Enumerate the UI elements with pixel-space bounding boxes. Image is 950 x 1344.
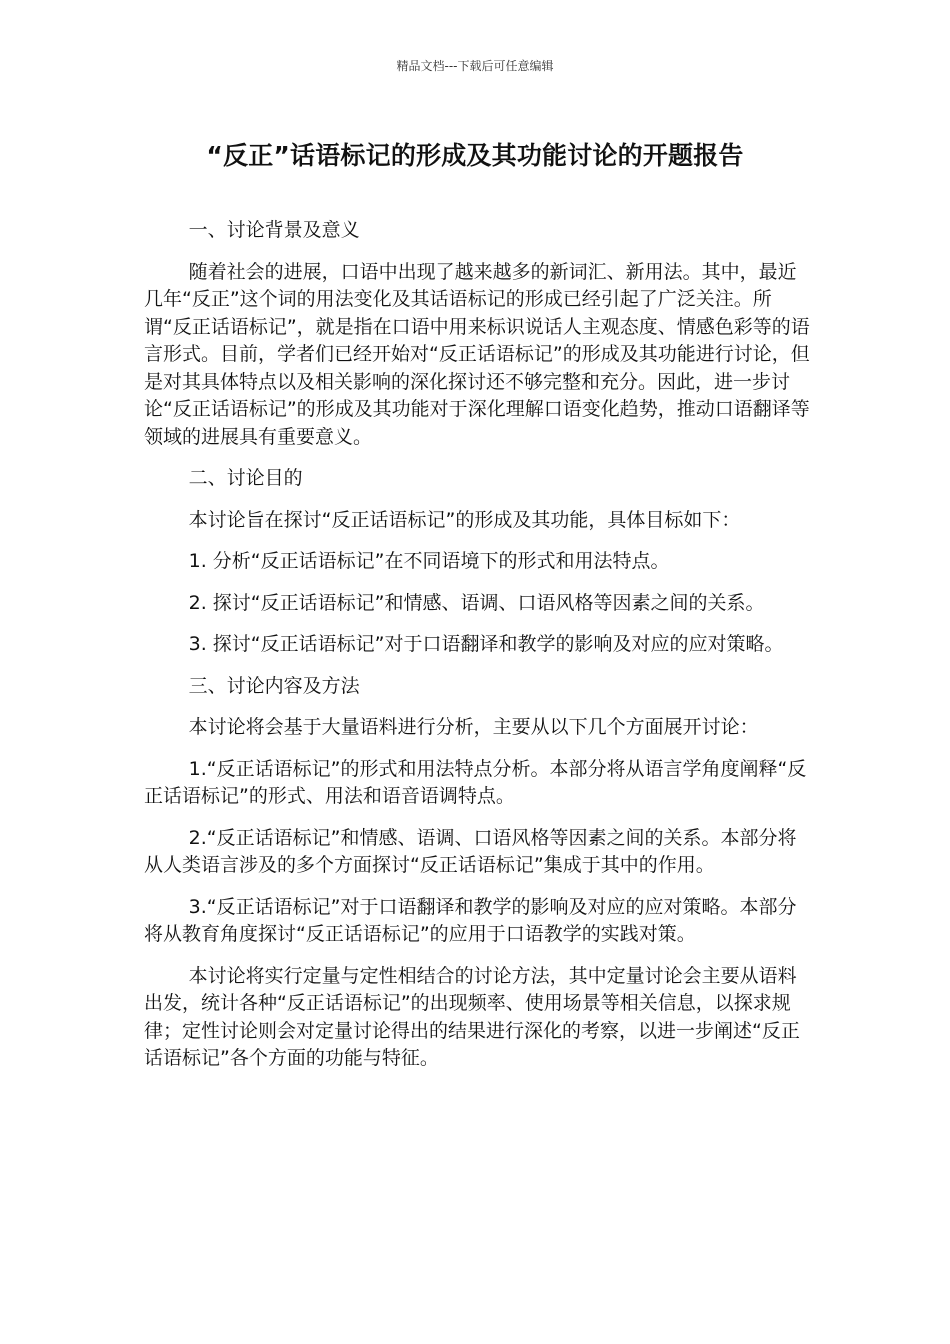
page-header: 精品文档---下载后可任意编辑 [396, 59, 554, 73]
paragraph-purpose-intro: 本讨论旨在探讨“反正话语标记”的形成及其功能，具体目标如下： [188, 508, 741, 531]
section-heading-content-method: 三、讨论内容及方法 [188, 674, 360, 697]
paragraph-background: 随着社会的进展，口语中出现了越来越多的新词汇、新用法。其中，最近几年“反正”这个词的用法变化及其话语标记的形成已经引起了广泛关注。所谓“反正话语标记”，就是指在口语中用来标识说话人主观态度、情感色彩等的语言形式。目前，学者们已经开始对“反正话语标记”的形成及其功能进行讨论，但是对其具体特点以及相关影响的深化探讨还不够完整和充分。因此，进一步讨论“反正话语标记”的形成及其功能对于深化理解口语变化趋势，推动口语翻译等领域的进展具有重要意义。 [144, 260, 810, 448]
paragraph-method: 本讨论将实行定量与定性相结合的讨论方法，其中定量讨论会主要从语料出发，统计各种“反正话语标记”的出现频率、使用场景等相关信息，以探求规律；定性讨论则会对定量讨论得出的结果进行深化的考察，以进一步阐述“反正话语标记”各个方面的功能与特征。 [144, 964, 800, 1069]
list-item-purpose-1: 1. 分析“反正话语标记”在不同语境下的形式和用法特点。 [188, 550, 670, 572]
list-item-content-3: 3.“反正话语标记”对于口语翻译和教学的影响及对应的应对策略。本部分将从教育角度探讨“反正话语标记”的应用于口语教学的实践对策。 [144, 895, 797, 945]
list-item-content-1: 1.“反正话语标记”的形式和用法特点分析。本部分将从语言学角度阐释“反正话语标记”的形式、用法和语音语调特点。 [144, 757, 807, 807]
list-item-purpose-3: 3. 探讨“反正话语标记”对于口语翻译和教学的影响及对应的应对策略。 [188, 633, 784, 655]
document-title: “反正”话语标记的形成及其功能讨论的开题报告 [206, 141, 744, 170]
document-body [144, 217, 810, 1087]
section-heading-background: 一、讨论背景及意义 [188, 219, 360, 241]
list-item-content-2: 2.“反正话语标记”和情感、语调、口语风格等因素之间的关系。本部分将从人类语言涉及的多个方面探讨“反正话语标记”集成于其中的作用。 [144, 826, 797, 876]
paragraph-content-intro: 本讨论将会基于大量语料进行分析，主要从以下几个方面展开讨论： [188, 716, 759, 738]
list-item-purpose-2: 2. 探讨“反正话语标记”和情感、语调、口语风格等因素之间的关系。 [188, 591, 765, 614]
section-heading-purpose: 二、讨论目的 [188, 467, 303, 489]
